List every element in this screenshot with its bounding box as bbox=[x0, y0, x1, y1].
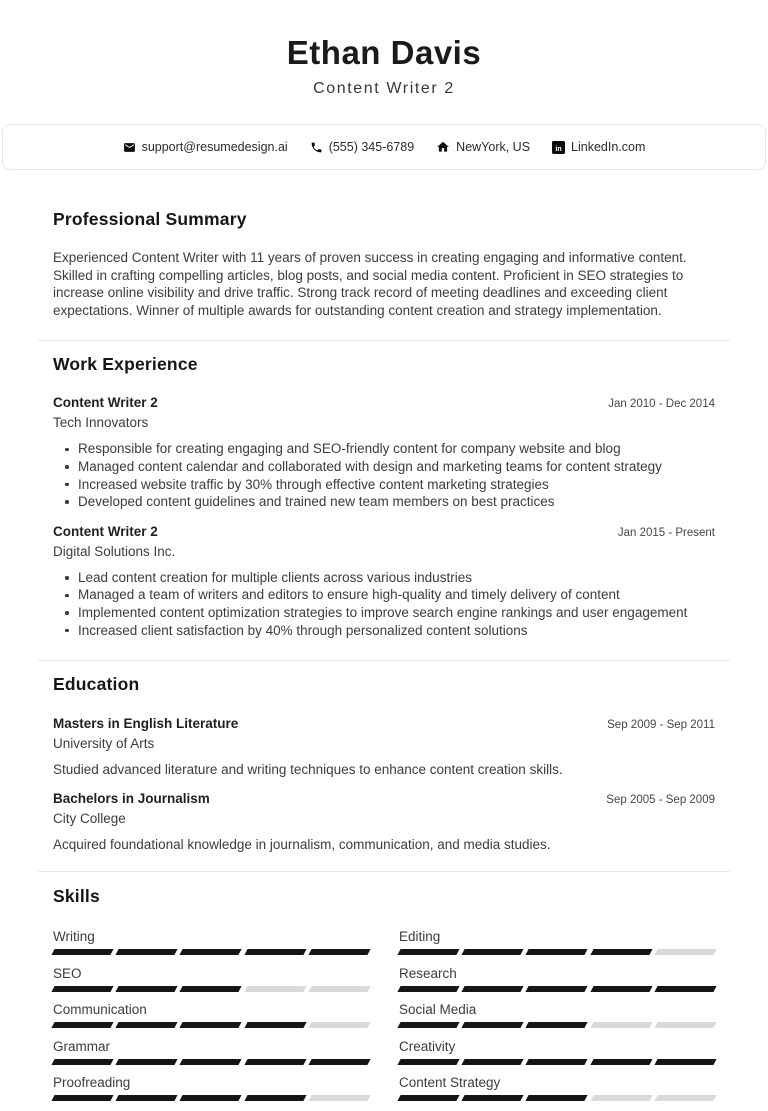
skill-bar-segment bbox=[308, 1095, 370, 1101]
skill-label: Creativity bbox=[399, 1038, 456, 1054]
section-education bbox=[38, 661, 730, 871]
skill-label: SEO bbox=[53, 965, 82, 981]
skill-bar-segment bbox=[116, 1095, 178, 1101]
education-entry-head bbox=[53, 716, 715, 731]
skills-column-right bbox=[399, 928, 715, 1111]
skill-bar-segment bbox=[654, 1022, 716, 1028]
skill-item bbox=[399, 1038, 715, 1065]
skill-bar-segment bbox=[654, 1059, 716, 1065]
job-entry-head bbox=[53, 524, 715, 539]
candidate-name: Ethan Davis bbox=[286, 34, 482, 71]
skill-bar-segment bbox=[526, 986, 588, 992]
job-dates: Jan 2015 - Present bbox=[617, 526, 715, 539]
skill-bar bbox=[399, 986, 715, 992]
school-name: University of Arts bbox=[53, 736, 155, 752]
skill-label: Grammar bbox=[53, 1038, 110, 1054]
skill-bar-segment bbox=[51, 1095, 113, 1101]
education-entry bbox=[53, 791, 715, 853]
skill-bar-segment bbox=[397, 986, 459, 992]
home-icon bbox=[436, 140, 450, 154]
skill-bar-segment bbox=[308, 1059, 370, 1065]
skill-bar bbox=[53, 1095, 369, 1101]
work-heading: Work Experience bbox=[53, 354, 198, 375]
skill-bar-segment bbox=[590, 986, 652, 992]
skill-bar-segment bbox=[116, 986, 178, 992]
linkedin-icon bbox=[552, 141, 565, 154]
skill-bar bbox=[53, 1022, 369, 1028]
contact-phone-text: (555) 345-6789 bbox=[328, 140, 415, 154]
skill-bar bbox=[399, 1059, 715, 1065]
contact-email bbox=[123, 140, 288, 154]
skill-item bbox=[53, 1074, 369, 1101]
svg-text:in: in bbox=[555, 145, 562, 153]
skill-bar-segment bbox=[397, 1095, 459, 1101]
skill-bar bbox=[399, 1022, 715, 1028]
skill-bar-segment bbox=[654, 949, 716, 955]
contact-bar bbox=[2, 124, 766, 170]
skill-bar-segment bbox=[244, 1095, 306, 1101]
skills-heading: Skills bbox=[53, 886, 100, 907]
skill-bar-segment bbox=[244, 1059, 306, 1065]
skill-bar-segment bbox=[526, 1059, 588, 1065]
skill-bar-segment bbox=[116, 1022, 178, 1028]
contact-location bbox=[436, 140, 530, 154]
skill-item bbox=[399, 1001, 715, 1028]
skill-bar-segment bbox=[308, 949, 370, 955]
education-description: Studied advanced literature and writing techniques to enhance content creation skills. bbox=[53, 762, 563, 778]
skill-bar-segment bbox=[590, 1095, 652, 1101]
education-heading: Education bbox=[53, 674, 140, 695]
skill-bar-segment bbox=[590, 949, 652, 955]
skill-bar-segment bbox=[526, 1095, 588, 1101]
skill-bar-segment bbox=[180, 1059, 242, 1065]
skill-item bbox=[399, 1074, 715, 1101]
job-title: Content Writer 2 bbox=[53, 395, 158, 411]
education-dates: Sep 2009 - Sep 2011 bbox=[607, 719, 715, 732]
education-entry-head bbox=[53, 791, 715, 806]
job-entry-head bbox=[53, 395, 715, 410]
bullet-item: Lead content creation for multiple clients across various industries bbox=[53, 569, 715, 587]
skill-bar-segment bbox=[462, 1022, 524, 1028]
phone-icon bbox=[310, 141, 323, 154]
job-company: Digital Solutions Inc. bbox=[53, 543, 176, 559]
skill-bar bbox=[53, 1059, 369, 1065]
skill-bar-segment bbox=[462, 1059, 524, 1065]
section-work-experience bbox=[38, 341, 730, 660]
summary-text: Experienced Content Writer with 11 years of proven success in creating engaging and informative content. Skilled in crafting compelling articles, blog posts, and social media content. Proficient in SEO strategies to increase online visibility and drive traffic. Strong track record of meeting deadlines and exceeding client expectations. Winner of multiple awards for outstanding content creation and strategy implementation. bbox=[53, 250, 687, 318]
skill-item bbox=[53, 1038, 369, 1065]
skill-bar-segment bbox=[308, 1022, 370, 1028]
skill-label: Content Strategy bbox=[399, 1075, 501, 1091]
bullet-item: Implemented content optimization strategies to improve search engine rankings and user engagement bbox=[53, 604, 715, 622]
skill-label: Communication bbox=[53, 1002, 147, 1018]
summary-heading: Professional Summary bbox=[53, 209, 247, 229]
job-entry bbox=[53, 395, 715, 510]
skill-item bbox=[399, 928, 715, 955]
skill-bar-segment bbox=[397, 949, 459, 955]
skill-item bbox=[399, 965, 715, 992]
contact-email-text: support@resumedesign.ai bbox=[141, 140, 288, 154]
skill-bar-segment bbox=[51, 949, 113, 955]
skill-bar-segment bbox=[654, 986, 716, 992]
education-description: Acquired foundational knowledge in journalism, communication, and media studies. bbox=[53, 837, 551, 853]
skill-bar bbox=[53, 986, 369, 992]
skill-bar-segment bbox=[462, 1095, 524, 1101]
skill-bar-segment bbox=[180, 949, 242, 955]
job-bullet-list bbox=[53, 569, 715, 639]
skill-bar-segment bbox=[244, 1022, 306, 1028]
skill-bar-segment bbox=[462, 949, 524, 955]
skill-item bbox=[53, 1001, 369, 1028]
skill-bar-segment bbox=[51, 1022, 113, 1028]
skill-bar-segment bbox=[244, 986, 306, 992]
skill-item bbox=[53, 928, 369, 955]
contact-phone bbox=[310, 140, 414, 154]
job-entry bbox=[53, 524, 715, 639]
skill-bar bbox=[399, 949, 715, 955]
resume-header bbox=[0, 0, 768, 98]
candidate-job-title: Content Writer 2 bbox=[313, 80, 455, 97]
skill-label: Research bbox=[399, 965, 457, 981]
education-dates: Sep 2005 - Sep 2009 bbox=[606, 794, 715, 807]
skill-bar-segment bbox=[590, 1022, 652, 1028]
degree-title: Bachelors in Journalism bbox=[53, 791, 210, 807]
school-name: City College bbox=[53, 811, 126, 827]
skill-bar-segment bbox=[51, 986, 113, 992]
degree-title: Masters in English Literature bbox=[53, 716, 239, 732]
skill-bar bbox=[53, 949, 369, 955]
skill-bar-segment bbox=[308, 986, 370, 992]
education-entry bbox=[53, 716, 715, 778]
skill-bar-segment bbox=[590, 1059, 652, 1065]
bullet-item: Managed a team of writers and editors to ensure high-quality and timely delivery of content bbox=[53, 586, 715, 604]
contact-location-text: NewYork, US bbox=[456, 140, 531, 154]
skill-bar-segment bbox=[526, 949, 588, 955]
skill-bar-segment bbox=[51, 1059, 113, 1065]
bullet-item: Developed content guidelines and trained new team members on best practices bbox=[53, 493, 715, 511]
skill-bar-segment bbox=[116, 1059, 178, 1065]
bullet-item: Increased website traffic by 30% through effective content marketing strategies bbox=[53, 476, 715, 494]
contact-linkedin-text: LinkedIn.com bbox=[571, 140, 646, 154]
skill-bar-segment bbox=[654, 1095, 716, 1101]
envelope-icon bbox=[123, 141, 136, 154]
skill-bar-segment bbox=[462, 986, 524, 992]
bullet-item: Responsible for creating engaging and SEO-friendly content for company website and blog bbox=[53, 440, 715, 458]
skill-bar-segment bbox=[116, 949, 178, 955]
skill-bar-segment bbox=[244, 949, 306, 955]
skill-bar-segment bbox=[397, 1059, 459, 1065]
job-company: Tech Innovators bbox=[53, 415, 149, 431]
skill-item bbox=[53, 965, 369, 992]
skill-label: Proofreading bbox=[53, 1075, 131, 1091]
skill-bar-segment bbox=[397, 1022, 459, 1028]
skill-label: Writing bbox=[53, 929, 95, 945]
skill-bar-segment bbox=[180, 1095, 242, 1101]
skill-bar bbox=[399, 1095, 715, 1101]
bullet-item: Managed content calendar and collaborated with design and marketing teams for content strategy bbox=[53, 458, 715, 476]
skill-label: Social Media bbox=[399, 1002, 477, 1018]
job-bullet-list bbox=[53, 440, 715, 510]
skills-grid bbox=[53, 928, 715, 1111]
skill-bar-segment bbox=[526, 1022, 588, 1028]
job-dates: Jan 2010 - Dec 2014 bbox=[608, 398, 715, 411]
skill-bar-segment bbox=[180, 986, 242, 992]
section-professional-summary bbox=[38, 170, 730, 340]
resume-body bbox=[0, 170, 768, 1111]
job-title: Content Writer 2 bbox=[53, 523, 158, 539]
bullet-item: Increased client satisfaction by 40% through personalized content solutions bbox=[53, 622, 715, 640]
skills-column-left bbox=[53, 928, 369, 1111]
section-skills bbox=[38, 872, 730, 1111]
skill-bar-segment bbox=[180, 1022, 242, 1028]
contact-linkedin bbox=[552, 140, 645, 154]
skill-label: Editing bbox=[399, 929, 441, 945]
